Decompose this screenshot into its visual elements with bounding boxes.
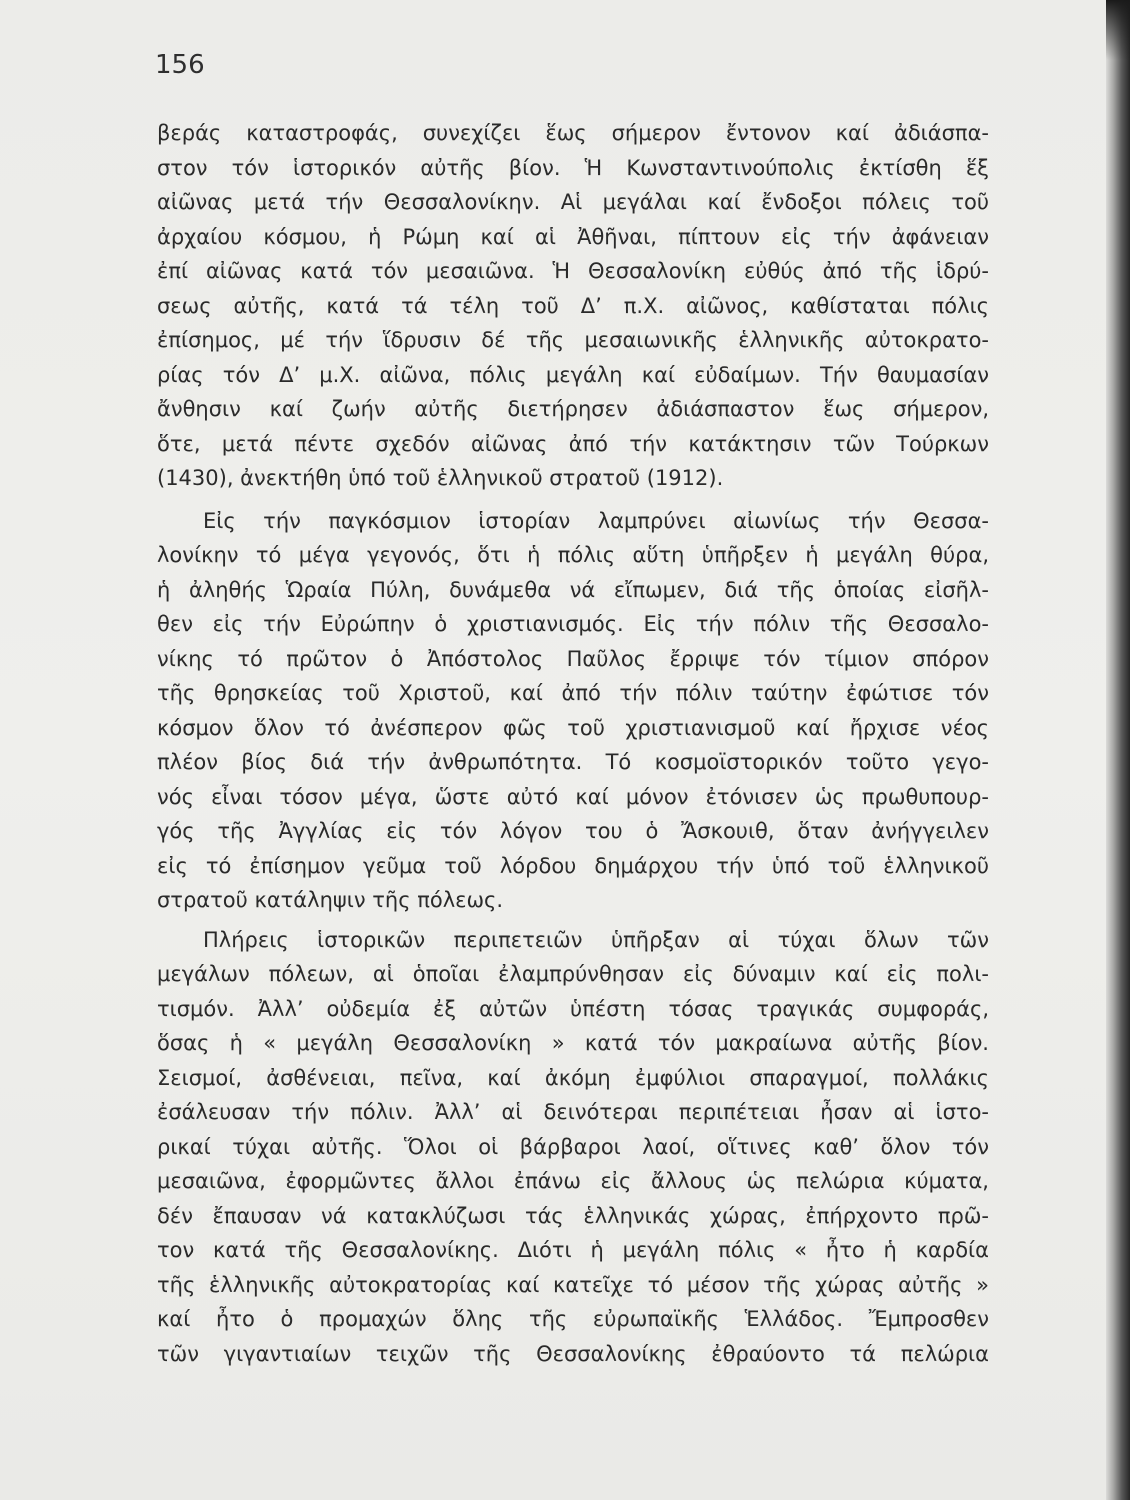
scan-corner-shadow <box>1106 0 1130 60</box>
paragraph-1 <box>157 116 989 496</box>
page-number: 156 <box>155 50 205 80</box>
text-line: βεράς καταστροφάς, συνεχίζει ἕως σήμερον ἔντονον καί ἀδιάσπα- <box>157 121 989 145</box>
text-line: ἄνθησιν καί ζωήν αὐτῆς διετήρησεν ἀδιάσπαστον ἕως σήμερον, <box>157 397 989 421</box>
text-line: στρατοῦ κατάληψιν τῆς πόλεως. <box>157 888 504 912</box>
text-line: ἐσάλευσαν τήν πόλιν. Ἀλλ’ αἱ δεινότεραι περιπέτειαι ἦσαν αἱ ἱστο- <box>157 1100 989 1124</box>
text-line: ρίας τόν Δ’ μ.Χ. αἰῶνα, πόλις μεγάλη καί εὐδαίμων. Τήν θαυμασίαν <box>157 362 989 387</box>
text-line: ὅσας ἡ « μεγάλη Θεσσαλονίκη » κατά τόν μακραίωνα αὐτῆς βίον. <box>157 1031 989 1055</box>
text-line: κόσμον ὅλον τό ἀνέσπερον φῶς τοῦ χριστιανισμοῦ καί ἤρχισε νέος <box>157 715 989 740</box>
text-line: καί ἦτο ὁ προμαχών ὅλης τῆς εὐρωπαϊκῆς Ἑλλάδος. Ἔμπροσθεν <box>157 1307 989 1331</box>
text-line: αἰῶνας μετά τήν Θεσσαλονίκην. Αἱ μεγάλαι καί ἔνδοξοι πόλεις τοῦ <box>157 190 989 214</box>
text-line: δέν ἔπαυσαν νά κατακλύζωσι τάς ἑλληνικάς χώρας, ἐπήρχοντο πρῶ- <box>157 1203 989 1228</box>
text-line: τον κατά τῆς Θεσσαλονίκης. Διότι ἡ μεγάλη πόλις « ἦτο ἡ καρδία <box>157 1238 989 1262</box>
text-line: τισμόν. Ἀλλ’ οὐδεμία ἐξ αὐτῶν ὑπέστη τόσας τραγικάς συμφοράς, <box>157 996 989 1021</box>
text-line: μεσαιῶνα, ἐφορμῶντες ἄλλοι ἐπάνω εἰς ἄλλους ὡς πελώρια κύματα, <box>157 1169 989 1193</box>
text-line: πλέον βίος διά τήν ἀνθρωπότητα. Τό κοσμοϊστορικόν τοῦτο γεγο- <box>157 750 989 774</box>
text-line: τῆς ἑλληνικῆς αὐτοκρατορίας καί κατεῖχε τό μέσον τῆς χώρας αὐτῆς » <box>157 1272 989 1297</box>
text-line: ἡ ἀληθής Ὡραία Πύλη, δυνάμεθα νά εἴπωμεν, διά τῆς ὁποίας εἰσῆλ- <box>157 577 989 602</box>
text-line: τῆς θρησκείας τοῦ Χριστοῦ, καί ἀπό τήν πόλιν ταύτην ἐφώτισε τόν <box>157 681 989 705</box>
text-line: στον τόν ἱστορικόν αὐτῆς βίον. Ἡ Κωνσταντινούπολις ἐκτίσθη ἕξ <box>157 155 989 180</box>
text-line: ἐπίσημος, μέ τήν ἵδρυσιν δέ τῆς μεσαιωνικῆς ἑλληνικῆς αὐτοκρατο- <box>157 328 989 352</box>
scan-page-edge <box>1106 0 1130 1500</box>
text-line: ἀρχαίου κόσμου, ἡ Ρώμη καί αἱ Ἀθῆναι, πίπτουν εἰς τήν ἀφάνειαν <box>157 224 989 249</box>
text-line: εἰς τό ἐπίσημον γεῦμα τοῦ λόρδου δημάρχου τήν ὑπό τοῦ ἑλληνικοῦ <box>157 853 989 878</box>
text-line: Εἰς τήν παγκόσμιον ἱστορίαν λαμπρύνει αἰωνίως τήν Θεσσα- <box>203 508 989 533</box>
text-line: νός εἶναι τόσον μέγα, ὥστε αὐτό καί μόνον ἐτόνισεν ὡς πρωθυπουρ- <box>157 784 989 809</box>
text-line: γός τῆς Ἀγγλίας εἰς τόν λόγον του ὁ Ἄσκουιθ, ὅταν ἀνήγγειλεν <box>157 819 989 843</box>
paragraph-2 <box>157 504 989 918</box>
text-line: ὅτε, μετά πέντε σχεδόν αἰῶνας ἀπό τήν κατάκτησιν τῶν Τούρκων <box>157 431 989 456</box>
text-line: λονίκην τό μέγα γεγονός, ὅτι ἡ πόλις αὕτη ὑπῆρξεν ἡ μεγάλη θύρα, <box>157 543 989 567</box>
text-line: ἐπί αἰῶνας κατά τόν μεσαιῶνα. Ἡ Θεσσαλονίκη εὐθύς ἀπό τῆς ἱδρύ- <box>157 259 989 283</box>
text-line: θεν εἰς τήν Εὐρώπην ὁ χριστιανισμός. Εἰς τήν πόλιν τῆς Θεσσαλο- <box>157 612 989 636</box>
text-line: (1430), ἀνεκτήθη ὑπό τοῦ ἑλληνικοῦ στρατοῦ (1912). <box>157 466 724 490</box>
text-line: Πλήρεις ἱστορικῶν περιπετειῶν ὑπῆρξαν αἱ τύχαι ὅλων τῶν <box>203 927 989 952</box>
text-line: μεγάλων πόλεων, αἱ ὁποῖαι ἐλαμπρύνθησαν εἰς δύναμιν καί εἰς πολι- <box>157 962 989 986</box>
text-line: νίκης τό πρῶτον ὁ Ἀπόστολος Παῦλος ἔρριψε τόν τίμιον σπόρον <box>157 646 989 671</box>
paragraph-3 <box>157 923 989 1372</box>
text-line: τῶν γιγαντιαίων τειχῶν τῆς Θεσσαλονίκης ἐθραύοντο τά πελώρια <box>157 1341 989 1366</box>
text-line: ρικαί τύχαι αὐτῆς. Ὅλοι οἱ βάρβαροι λαοί, οἵτινες καθ’ ὅλον τόν <box>157 1134 989 1159</box>
body-text <box>157 116 989 1371</box>
text-line: Σεισμοί, ἀσθένειαι, πεῖνα, καί ἀκόμη ἐμφύλιοι σπαραγμοί, πολλάκις <box>157 1065 989 1090</box>
text-line: σεως αὐτῆς, κατά τά τέλη τοῦ Δ’ π.Χ. αἰῶνος, καθίσταται πόλις <box>157 293 989 318</box>
